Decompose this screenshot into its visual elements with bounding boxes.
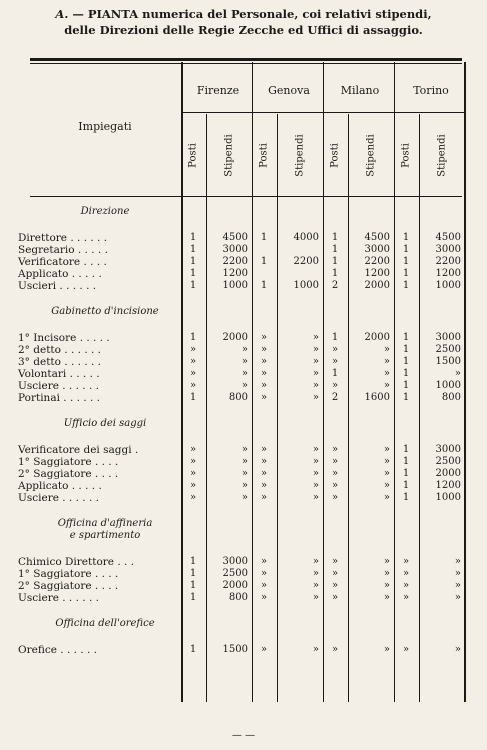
title-line1: — PIANTA numerica del Personale, coi relativi stipendi,	[68, 7, 432, 21]
posti-cell: 1	[402, 280, 410, 291]
stipendi-subheader: Stipendi	[436, 134, 448, 177]
posti-cell: »	[331, 592, 339, 603]
posti-cell: »	[260, 380, 268, 391]
city-underline	[324, 112, 394, 113]
column-rule	[464, 62, 466, 702]
stipendio-cell: 2200	[435, 256, 461, 267]
stipendio-cell: »	[312, 380, 319, 391]
row-label: 1° Saggiatore . . . .	[18, 568, 119, 580]
stipendio-cell: 1200	[222, 268, 248, 279]
posti-cell: 1	[402, 456, 410, 467]
row-label: Applicato . . . . .	[18, 268, 102, 280]
posti-cell: »	[260, 568, 268, 579]
stipendio-cell: 4500	[222, 232, 248, 243]
stipendio-cell: »	[312, 644, 319, 655]
stipendio-cell: 2500	[435, 344, 461, 355]
posti-cell: »	[189, 468, 197, 479]
posti-cell: »	[260, 492, 268, 503]
posti-cell: »	[402, 568, 410, 579]
posti-subheader: Posti	[329, 143, 341, 168]
row-label: Volontari . . . . .	[18, 368, 100, 380]
stipendio-cell: »	[312, 456, 319, 467]
stipendio-cell: »	[383, 592, 390, 603]
stipendio-cell: »	[383, 344, 390, 355]
stipendio-cell: »	[312, 332, 319, 343]
row-label: 2° Saggiatore . . . .	[18, 580, 119, 592]
stipendio-cell: »	[312, 568, 319, 579]
stipendio-cell: »	[312, 444, 319, 455]
stipendio-cell: »	[383, 480, 390, 491]
stipendio-cell: 3000	[435, 244, 461, 255]
posti-cell: 1	[260, 232, 268, 243]
stipendio-cell: »	[454, 592, 461, 603]
posti-cell: »	[260, 444, 268, 455]
posti-cell: 1	[331, 232, 339, 243]
stipendio-cell: »	[241, 356, 248, 367]
stipendio-cell: 3000	[222, 556, 248, 567]
stipendio-cell: 1500	[222, 644, 248, 655]
row-label: Verificatore . . . .	[18, 256, 107, 268]
posti-cell: »	[260, 580, 268, 591]
posti-subheader: Posti	[187, 143, 199, 168]
posti-cell: 1	[331, 368, 339, 379]
row-label: Uscieri . . . . . .	[18, 280, 97, 292]
stipendio-cell: 2000	[364, 280, 390, 291]
posti-cell: »	[260, 468, 268, 479]
stipendio-cell: 1000	[435, 492, 461, 503]
row-label: 3° detto . . . . . .	[18, 356, 102, 368]
stipendio-cell: »	[383, 568, 390, 579]
stipendio-cell: 1200	[364, 268, 390, 279]
subcolumn-rule	[277, 114, 278, 702]
posti-cell: »	[189, 480, 197, 491]
row-label: Orefice . . . . . .	[18, 644, 97, 656]
section-title: Direzione	[80, 206, 130, 217]
posti-cell: 1	[189, 580, 197, 591]
stipendio-cell: 1000	[435, 380, 461, 391]
posti-cell: 1	[189, 232, 197, 243]
stipendio-cell: 2200	[222, 256, 248, 267]
stipendio-cell: 2200	[293, 256, 319, 267]
stipendio-cell: 3000	[222, 244, 248, 255]
stipendio-cell: 1500	[435, 356, 461, 367]
posti-cell: 1	[402, 492, 410, 503]
section-title: Gabinetto d'incisione	[51, 306, 159, 317]
stipendio-cell: »	[241, 444, 248, 455]
posti-cell: »	[331, 456, 339, 467]
city-header: Torino	[413, 84, 449, 97]
posti-cell: »	[331, 356, 339, 367]
stipendio-cell: »	[383, 580, 390, 591]
posti-cell: »	[331, 468, 339, 479]
posti-cell: »	[331, 568, 339, 579]
stipendio-cell: 2000	[435, 468, 461, 479]
subcolumn-rule	[206, 114, 207, 702]
stipendio-cell: »	[241, 492, 248, 503]
stipendio-cell: 2500	[222, 568, 248, 579]
stipendio-cell: 4000	[293, 232, 319, 243]
stipendio-cell: 3000	[364, 244, 390, 255]
posti-cell: 1	[260, 280, 268, 291]
section-title: Ufficio dei saggi	[63, 418, 147, 429]
stipendio-cell: 1200	[435, 268, 461, 279]
posti-cell: 1	[402, 256, 410, 267]
posti-cell: »	[402, 644, 410, 655]
stipendio-cell: 2000	[222, 580, 248, 591]
stipendio-cell: 2200	[364, 256, 390, 267]
posti-cell: »	[260, 480, 268, 491]
stipendi-subheader: Stipendi	[365, 134, 377, 177]
top-rule-thin	[30, 63, 462, 64]
posti-cell: 1	[189, 280, 197, 291]
posti-cell: 1	[189, 392, 197, 403]
stipendio-cell: »	[241, 456, 248, 467]
top-rule	[30, 58, 462, 61]
posti-cell: 1	[402, 232, 410, 243]
posti-cell: 1	[189, 256, 197, 267]
stipendio-cell: »	[312, 356, 319, 367]
posti-cell: 2	[331, 392, 339, 403]
stipendio-cell: »	[312, 468, 319, 479]
stipendi-subheader: Stipendi	[223, 134, 235, 177]
posti-cell: »	[402, 556, 410, 567]
stipendio-cell: »	[383, 644, 390, 655]
posti-cell: »	[402, 592, 410, 603]
posti-cell: »	[260, 344, 268, 355]
stipendio-cell: »	[241, 468, 248, 479]
stipendio-cell: »	[312, 556, 319, 567]
stipendio-cell: 800	[228, 592, 248, 603]
stipendio-cell: »	[312, 592, 319, 603]
posti-cell: 1	[189, 268, 197, 279]
posti-cell: »	[189, 356, 197, 367]
posti-cell: 1	[331, 256, 339, 267]
posti-cell: 1	[331, 332, 339, 343]
row-label: Applicato . . . . .	[18, 480, 102, 492]
stipendio-cell: 1000	[293, 280, 319, 291]
title-lead: A.	[55, 7, 69, 21]
posti-cell: 1	[402, 380, 410, 391]
stipendio-cell: »	[241, 368, 248, 379]
stipendio-cell: »	[383, 356, 390, 367]
stipendio-cell: »	[383, 444, 390, 455]
posti-cell: »	[260, 556, 268, 567]
posti-cell: 1	[402, 332, 410, 343]
stipendio-cell: »	[454, 644, 461, 655]
posti-cell: »	[189, 492, 197, 503]
stipendio-cell: »	[241, 380, 248, 391]
posti-cell: »	[189, 344, 197, 355]
stipendio-cell: »	[454, 568, 461, 579]
posti-cell: »	[260, 644, 268, 655]
stipendio-cell: 1200	[435, 480, 461, 491]
stipendio-cell: 2500	[435, 456, 461, 467]
posti-cell: »	[331, 444, 339, 455]
stipendio-cell: 800	[441, 392, 461, 403]
posti-cell: »	[331, 492, 339, 503]
stipendio-cell: 2000	[222, 332, 248, 343]
row-label: Usciere . . . . . .	[18, 592, 99, 604]
row-label: 2° detto . . . . . .	[18, 344, 102, 356]
stipendio-cell: 800	[228, 392, 248, 403]
title-line2: delle Direzioni delle Regie Zecche ed Uffici di assaggio.	[64, 23, 423, 37]
posti-cell: »	[402, 580, 410, 591]
posti-cell: 1	[189, 592, 197, 603]
posti-cell: 1	[402, 368, 410, 379]
stipendio-cell: 4500	[435, 232, 461, 243]
posti-cell: »	[260, 456, 268, 467]
city-header: Firenze	[196, 84, 240, 97]
posti-cell: 1	[402, 468, 410, 479]
row-label: Segretario . . . . .	[18, 244, 108, 256]
posti-cell: 1	[189, 556, 197, 567]
stipendio-cell: »	[454, 368, 461, 379]
stipendio-cell: »	[383, 492, 390, 503]
posti-cell: »	[331, 644, 339, 655]
city-underline	[182, 112, 252, 113]
row-label: 2° Saggiatore . . . .	[18, 468, 119, 480]
posti-cell: 1	[402, 344, 410, 355]
stipendi-subheader: Stipendi	[294, 134, 306, 177]
posti-cell: »	[260, 332, 268, 343]
posti-cell: 1	[260, 256, 268, 267]
city-underline	[253, 112, 323, 113]
stipendio-cell: »	[383, 368, 390, 379]
footer-mark: — —	[231, 730, 256, 741]
posti-cell: 1	[189, 644, 197, 655]
posti-cell: »	[189, 444, 197, 455]
posti-subheader: Posti	[258, 143, 270, 168]
posti-cell: »	[260, 368, 268, 379]
stipendio-cell: »	[454, 556, 461, 567]
stipendio-cell: 1000	[435, 280, 461, 291]
row-label: 1° Saggiatore . . . .	[18, 456, 119, 468]
posti-cell: »	[331, 580, 339, 591]
posti-cell: »	[331, 480, 339, 491]
section-title: Officina d'affineria e spartimento	[57, 518, 153, 541]
row-label: Direttore . . . . . .	[18, 232, 108, 244]
city-header: Milano	[340, 84, 380, 97]
posti-cell: 1	[402, 392, 410, 403]
posti-cell: 1	[402, 480, 410, 491]
stipendio-cell: »	[383, 380, 390, 391]
posti-cell: »	[260, 392, 268, 403]
posti-cell: 1	[189, 568, 197, 579]
posti-cell: »	[331, 344, 339, 355]
stipendio-cell: 3000	[435, 332, 461, 343]
stipendio-cell: »	[241, 480, 248, 491]
stipendio-cell: »	[383, 556, 390, 567]
row-label: Chimico Direttore . . .	[18, 556, 135, 568]
posti-cell: 1	[331, 268, 339, 279]
stipendio-cell: »	[241, 344, 248, 355]
stipendio-cell: 4500	[364, 232, 390, 243]
posti-cell: 1	[402, 244, 410, 255]
row-label: 1° Incisore . . . . .	[18, 332, 110, 344]
city-underline	[395, 112, 465, 113]
posti-cell: »	[189, 380, 197, 391]
posti-cell: »	[331, 556, 339, 567]
stipendio-cell: »	[383, 456, 390, 467]
posti-cell: 1	[402, 444, 410, 455]
posti-cell: 1	[402, 268, 410, 279]
subcolumn-rule	[419, 114, 420, 702]
header-rule	[30, 196, 462, 197]
stipendio-cell: »	[312, 480, 319, 491]
posti-cell: »	[189, 456, 197, 467]
posti-cell: 2	[331, 280, 339, 291]
posti-cell: »	[331, 380, 339, 391]
row-label: Verificatore dei saggi .	[18, 444, 139, 456]
subcolumn-rule	[348, 114, 349, 702]
stipendio-cell: »	[312, 580, 319, 591]
section-title: Officina dell'orefice	[55, 618, 155, 629]
posti-cell: 1	[331, 244, 339, 255]
document-title	[0, 6, 487, 38]
posti-cell: »	[260, 356, 268, 367]
impiegati-header: Impiegati	[78, 120, 132, 133]
stipendio-cell: »	[454, 580, 461, 591]
stipendio-cell: »	[312, 492, 319, 503]
stipendio-cell: 3000	[435, 444, 461, 455]
stipendio-cell: 1000	[222, 280, 248, 291]
city-header: Genova	[268, 84, 310, 97]
posti-cell: »	[260, 592, 268, 603]
posti-subheader: Posti	[400, 143, 412, 168]
row-label: Usciere . . . . . .	[18, 380, 99, 392]
row-label: Portinai . . . . . .	[18, 392, 100, 404]
posti-cell: 1	[189, 332, 197, 343]
stipendio-cell: »	[312, 368, 319, 379]
stipendio-cell: 1600	[364, 392, 390, 403]
stipendio-cell: »	[383, 468, 390, 479]
stipendio-cell: »	[312, 392, 319, 403]
stipendio-cell: »	[312, 344, 319, 355]
row-label: Usciere . . . . . .	[18, 492, 99, 504]
posti-cell: »	[189, 368, 197, 379]
stipendio-cell: 2000	[364, 332, 390, 343]
posti-cell: 1	[402, 356, 410, 367]
posti-cell: 1	[189, 244, 197, 255]
